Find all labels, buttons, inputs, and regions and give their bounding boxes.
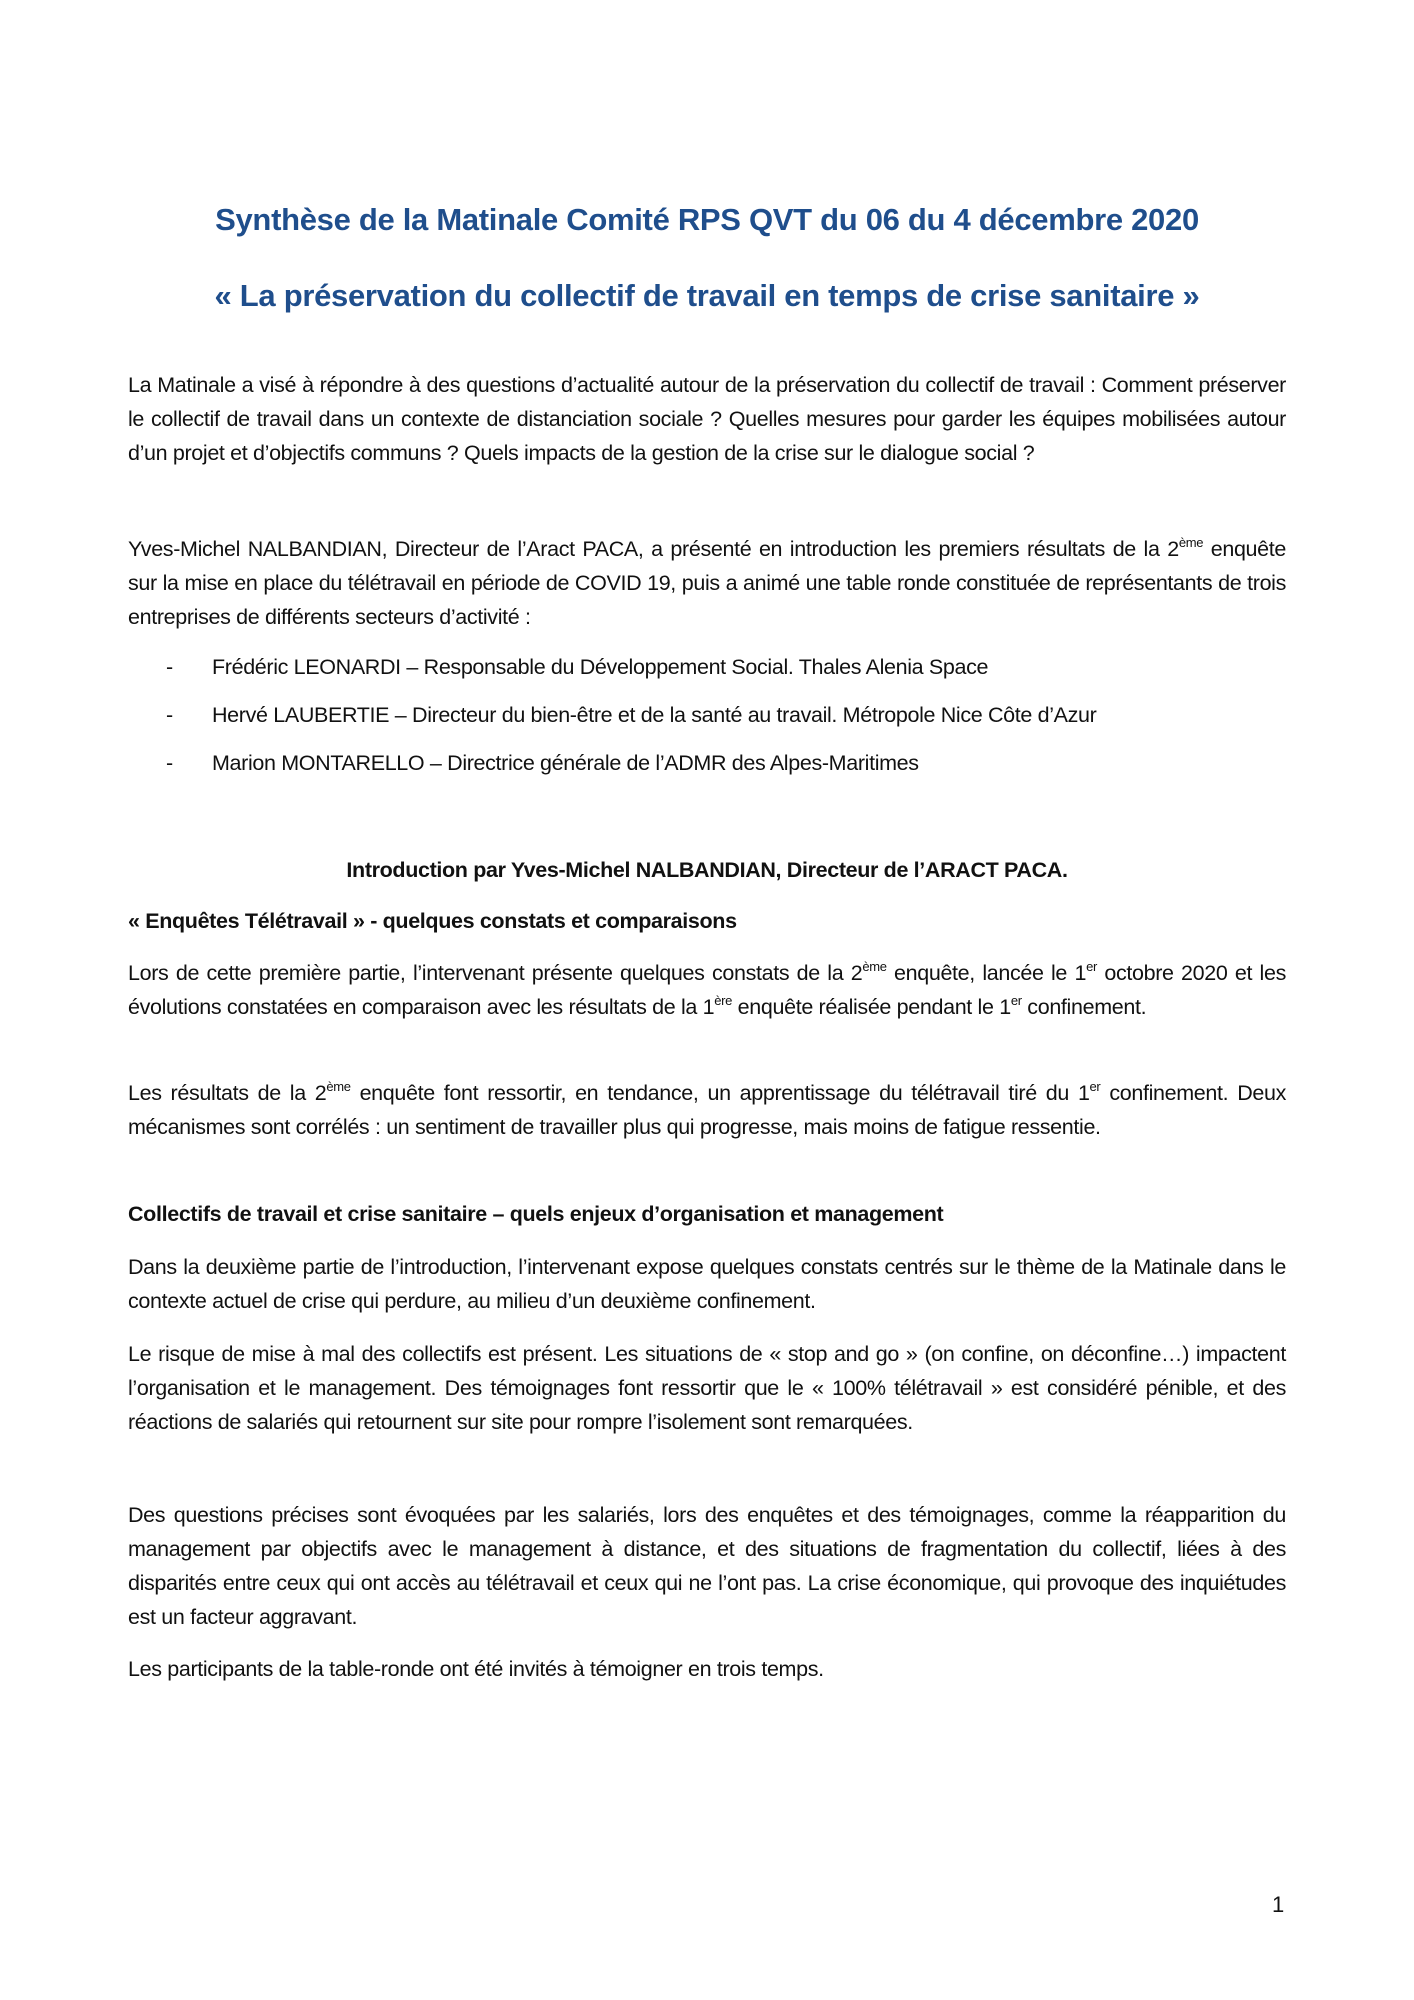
subsection2-paragraph-1: Dans la deuxième partie de l’introduction, l’intervenant expose quelques constats centrés sur le thème de la Matinale dans le contexte actuel de crise qui perdure, au milieu d’un deuxième confinement. [128,1255,1286,1313]
superscript: er [1089,1079,1101,1094]
text-run: confinement. [1021,995,1147,1019]
list-item [128,698,1286,746]
subsection2-paragraph-2: Le risque de mise à mal des collectifs est présent. Les situations de « stop and go » (on confine, on déconfine…) impactent l’organisation et le management. Des témoignages font ressortir que le « 100% télétravail » est considéré pénible, et des réactions de salariés qui retournent sur site pour rompre l’isolement sont remarquées. [128,1342,1286,1434]
presenter-paragraph [128,532,1286,634]
document-title: Synthèse de la Matinale Comité RPS QVT du 06 du 4 décembre 2020 [215,202,1199,237]
intro-paragraph: La Matinale a visé à répondre à des questions d’actualité autour de la préservation du collectif de travail : Comment préserver le collectif de travail dans un contexte de distanciation sociale ? Quelles mesures pour garder les équipes mobilisées autour d’un projet et d’objectifs communs ? Quels impacts de la gestion de la crise sur le dialogue social ? [128,373,1286,465]
text-run: enquête réalisée pendant le 1 [732,995,1011,1019]
bullet-dash: - [166,751,173,775]
subsection1-paragraph-1 [128,956,1286,1024]
text-run: Lors de cette première partie, l’intervenant présente quelques constats de la 2 [128,961,863,985]
text-run: octobre 2020 et les évolutions constatées en comparaison avec les résultats de la 1 [128,961,1286,1019]
subsection-heading-collectifs: Collectifs de travail et crise sanitaire – quels enjeux d’organisation et management [128,1202,944,1226]
subsection1-paragraph-2 [128,1076,1286,1144]
subsection-heading-enquetes: « Enquêtes Télétravail » - quelques constats et comparaisons [128,909,737,933]
subsection2-paragraph-4: Les participants de la table-ronde ont été invités à témoigner en trois temps. [128,1657,824,1681]
text-run: confinement. Deux mécanismes sont corrélés : un sentiment de travailler plus qui progresse, mais moins de fatigue ressentie. [128,1081,1286,1139]
text-run: enquête, lancée le 1 [886,961,1087,985]
subsection2-paragraph-3: Des questions précises sont évoquées par les salariés, lors des enquêtes et des témoignages, comme la réapparition du management par objectifs avec le management à distance, et des situations de fragmentation du collectif, liées à des disparités entre ceux qui ont accès au télétravail et ceux qui ne l’ont pas. La crise économique, qui provoque des inquiétudes est un facteur aggravant. [128,1503,1286,1629]
participants-list [128,650,1286,794]
page-number: 1 [1272,1892,1285,1917]
presenter-text-2: enquête sur la mise en place du télétravail en période de COVID 19, puis a animé une table ronde constituée de représentants de trois entreprises de différents secteurs d’activité : [128,537,1287,629]
superscript: ème [1178,535,1204,550]
superscript: ème [326,1079,351,1094]
list-item [128,650,1286,698]
participant-text: Marion MONTARELLO – Directrice générale de l’ADMR des Alpes-Maritimes [212,751,919,775]
superscript: ère [714,993,733,1008]
document-subtitle: « La préservation du collectif de travail en temps de crise sanitaire » [214,278,1200,313]
text-run: enquête font ressortir, en tendance, un apprentissage du télétravail tiré du 1 [350,1081,1090,1105]
bullet-dash: - [166,703,173,727]
presenter-text-1: Yves-Michel NALBANDIAN, Directeur de l’Aract PACA, a présenté en introduction les premiers résultats de la 2 [128,537,1179,561]
participant-text: Hervé LAUBERTIE – Directeur du bien-être et de la santé au travail. Métropole Nice Côte d’Azur [212,703,1097,727]
bullet-dash: - [166,655,173,679]
list-item [128,746,1286,794]
superscript: ème [862,959,887,974]
superscript: er [1010,993,1022,1008]
section-heading-introduction: Introduction par Yves-Michel NALBANDIAN, Directeur de l’ARACT PACA. [346,858,1068,882]
superscript: er [1086,959,1097,974]
participant-text: Frédéric LEONARDI – Responsable du Développement Social. Thales Alenia Space [212,655,989,679]
text-run: Les résultats de la 2 [128,1081,327,1105]
